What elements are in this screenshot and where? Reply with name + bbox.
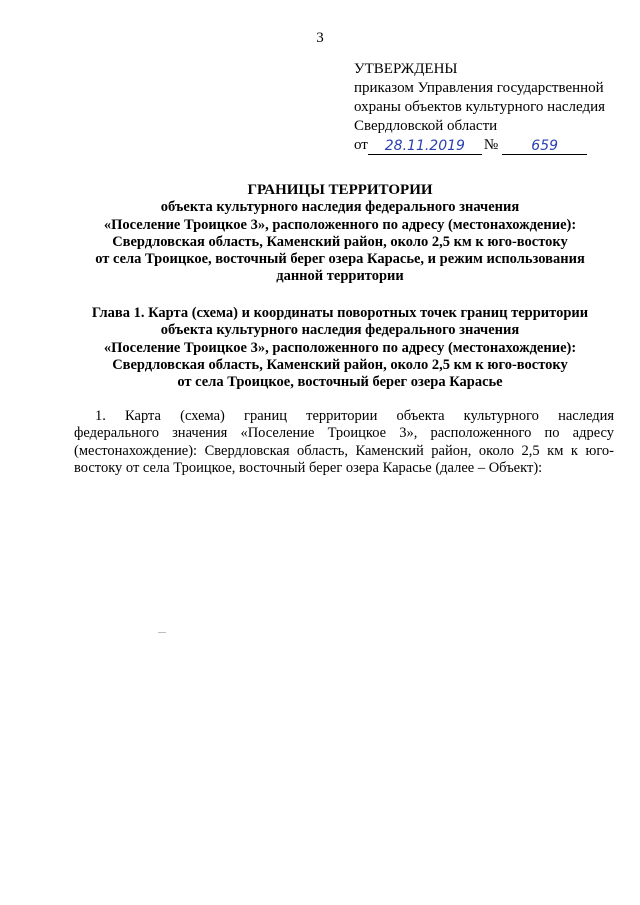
- title-main: ГРАНИЦЫ ТЕРРИТОРИИ: [247, 182, 433, 198]
- handwritten-date: 28.11.2019: [368, 138, 482, 155]
- title-line: «Поселение Троицкое 3», расположенного по адресу (местонахождение):: [103, 216, 577, 233]
- page-number: 3: [316, 30, 324, 46]
- chapter-line: Глава 1. Карта (схема) и координаты поворотных точек границ территории: [91, 305, 589, 321]
- chapter-line: «Поселение Троицкое 3», расположенного по адресу (местонахождение):: [103, 339, 577, 356]
- from-label: от: [354, 137, 368, 153]
- paragraph-line: 1. Карта (схема) границ территории объекта культурного наследия: [95, 408, 614, 424]
- chapter-line: от села Троицкое, восточный берег озера Карасье: [177, 374, 503, 391]
- approval-line: приказом Управления государственной: [354, 80, 604, 96]
- handwritten-number: 659: [502, 138, 587, 155]
- title-line: объекта культурного наследия федерального значения: [160, 199, 520, 216]
- paragraph-line: востоку от села Троицкое, восточный берег озера Карасье (далее – Объект):: [74, 459, 543, 476]
- scan-mark: [158, 632, 166, 633]
- chapter-heading: [60, 305, 620, 391]
- title-line: данной территории: [276, 268, 404, 285]
- document-title: [60, 182, 620, 286]
- paragraph-line: (местонахождение): Свердловская область, Каменский район, около 2,5 км к юго-: [74, 442, 614, 459]
- paragraph-line: федерального значения «Поселение Троицкое 3», расположенного по адресу: [74, 425, 614, 442]
- body-paragraph: [74, 408, 614, 477]
- approval-line: Свердловской области: [354, 118, 498, 134]
- approval-block: [354, 60, 605, 155]
- approval-line: охраны объектов культурного наследия: [354, 99, 606, 115]
- approval-date-number-line: [354, 136, 605, 155]
- chapter-line: объекта культурного наследия федерального значения: [160, 322, 520, 339]
- title-line: Свердловская область, Каменский район, около 2,5 км к юго-востоку: [112, 233, 568, 250]
- approval-heading: УТВЕРЖДЕНЫ: [354, 61, 458, 77]
- number-label: №: [483, 137, 499, 153]
- chapter-line: Свердловская область, Каменский район, около 2,5 км к юго-востоку: [112, 356, 568, 373]
- title-line: от села Троицкое, восточный берег озера Карасье, и режим использования: [95, 251, 585, 268]
